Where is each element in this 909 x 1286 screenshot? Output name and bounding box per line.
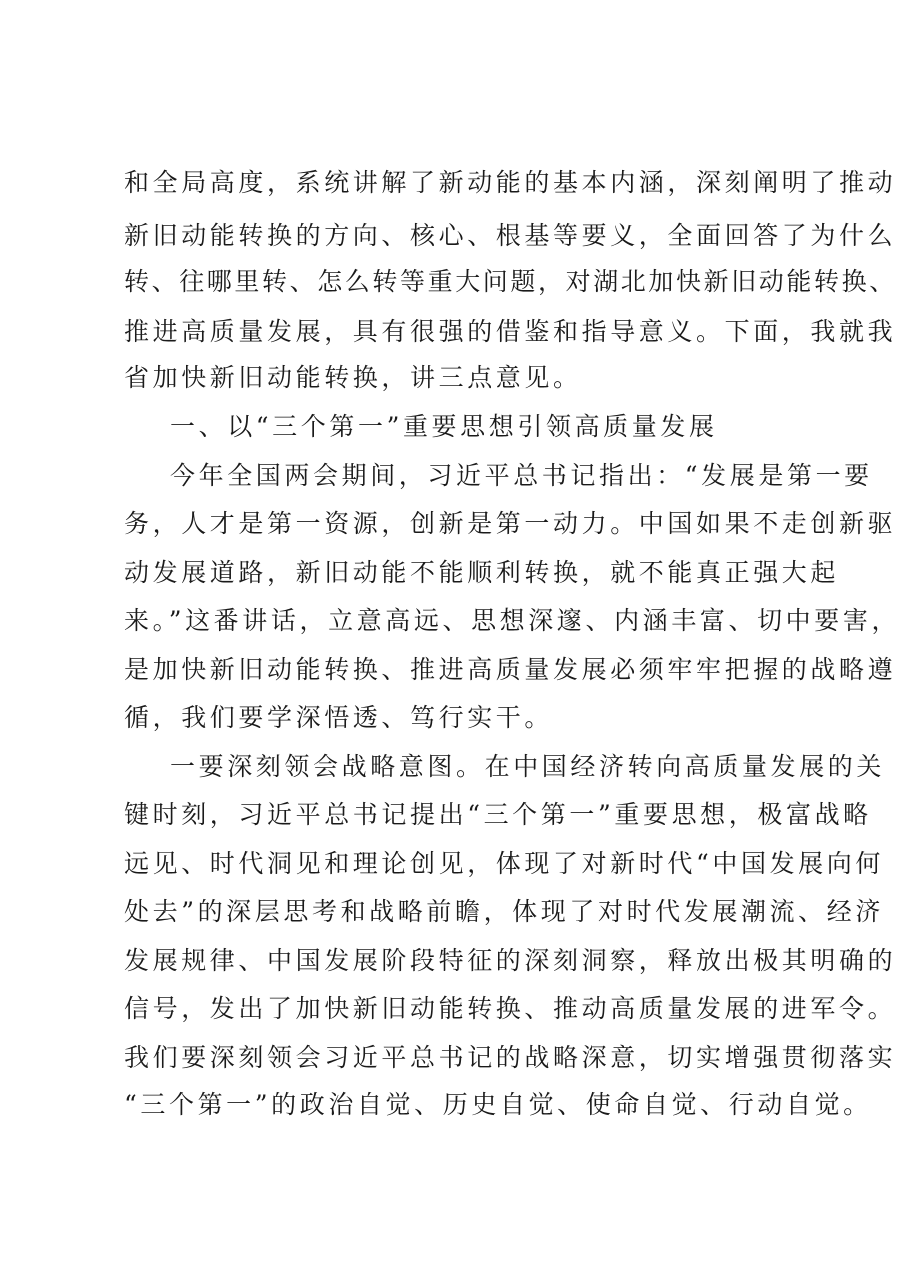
paragraph-2-line-6: 循，我们要学深悟透、笃行实干。: [124, 703, 554, 732]
paragraph-3-line-7: 我们要深刻领会习近平总书记的战略深意，切实增强贯彻落实: [124, 1043, 897, 1072]
section-heading: 一、以“三个第一”重要思想引领高质量发展: [170, 412, 718, 441]
paragraph-3-line-5: 发展规律、中国发展阶段特征的深刻洞察，释放出极其明确的: [124, 946, 897, 975]
paragraph-3-line-2: 键时刻，习近平总书记提出“三个第一”重要思想，极富战略: [124, 800, 872, 829]
paragraph-3-line-6: 信号，发出了加快新旧动能转换、推动高质量发展的进军令。: [124, 994, 897, 1023]
paragraph-3-line-1: 一要深刻领会战略意图。在中国经济转向高质量发展的关: [170, 752, 886, 781]
paragraph-2-line-3: 动发展道路，新旧动能不能顺利转换，就不能真正强大起: [124, 558, 840, 587]
paragraph-2-line-4: 来。”这番讲话，立意高远、思想深邃、内涵丰富、切中要害，: [124, 606, 901, 635]
paragraph-3-line-8: “三个第一”的政治自觉、历史自觉、使命自觉、行动自觉。: [124, 1090, 872, 1119]
paragraph-1-line-2: 新旧动能转换的方向、核心、根基等要义，全面回答了为什么: [124, 221, 897, 250]
paragraph-3-line-3: 远见、时代洞见和理论创见，体现了对新时代“中国发展向何: [124, 849, 884, 878]
paragraph-2-line-5: 是加快新旧动能转换、推进高质量发展必须牢牢把握的战略遵: [124, 655, 897, 684]
paragraph-1-line-5: 省加快新旧动能转换，讲三点意见。: [124, 363, 582, 392]
paragraph-1-line-4: 推进高质量发展，具有很强的借鉴和指导意义。下面，我就我: [124, 317, 897, 346]
paragraph-3-line-4: 处去”的深层思考和战略前瞻，体现了对时代发展潮流、经济: [124, 897, 884, 926]
paragraph-2-line-1: 今年全国两会期间，习近平总书记指出：“发展是第一要: [170, 461, 873, 490]
paragraph-1-line-1: 和全局高度，系统讲解了新动能的基本内涵，深刻阐明了推动: [124, 168, 897, 197]
paragraph-1-line-3: 转、往哪里转、怎么转等重大问题，对湖北加快新旧动能转换、: [124, 267, 897, 296]
paragraph-2-line-2: 务，人才是第一资源，创新是第一动力。中国如果不走创新驱: [124, 509, 897, 538]
